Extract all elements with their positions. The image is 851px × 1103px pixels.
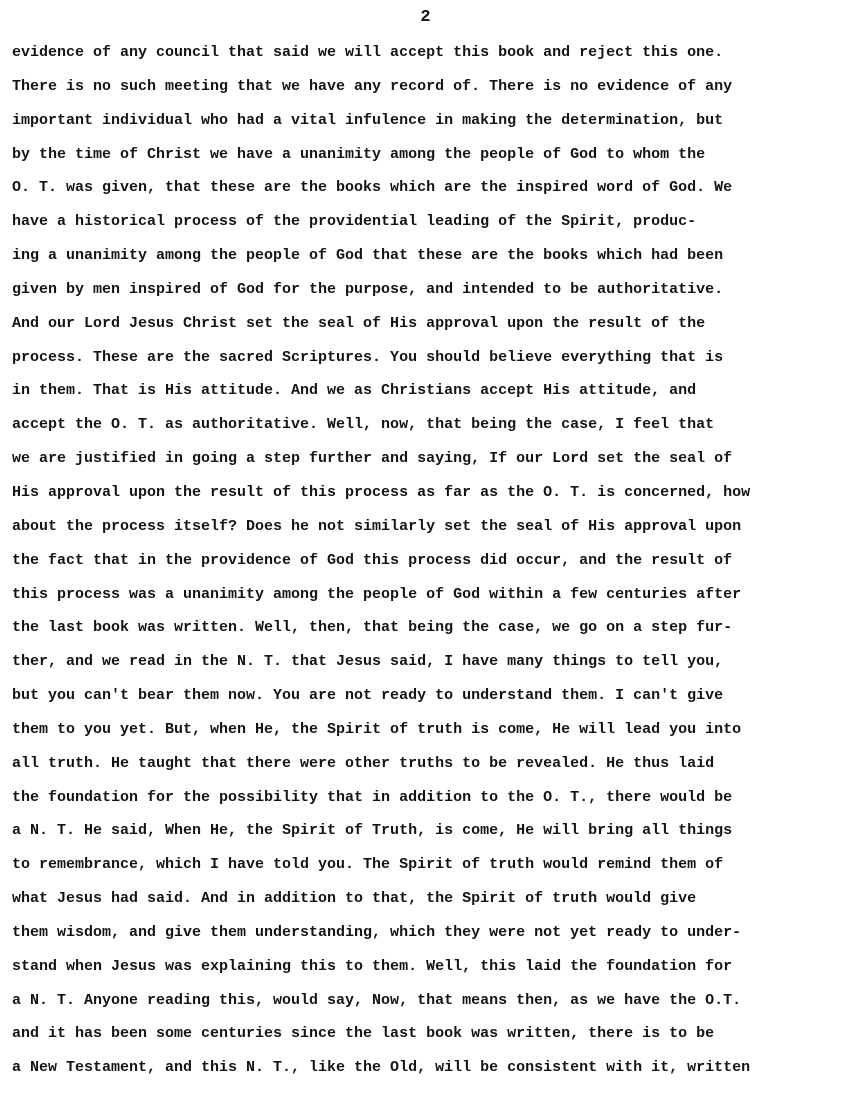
text-line: His approval upon the result of this process as far as the O. T. is concerned, how	[12, 483, 751, 501]
text-line: this process was a unanimity among the people of God within a few centuries after	[12, 585, 742, 603]
text-line: given by men inspired of God for the purpose, and intended to be authoritative.	[12, 280, 724, 298]
text-line: a N. T. Anyone reading this, would say, Now, that means then, as we have the O.T.	[12, 991, 742, 1009]
text-line: them wisdom, and give them understanding, which they were not yet ready to under-	[12, 923, 742, 941]
text-line: evidence of any council that said we will accept this book and reject this one.	[12, 44, 724, 61]
text-line: a New Testament, and this N. T., like the Old, will be consistent with it, written	[12, 1059, 751, 1077]
text-line: in them. That is His attitude. And we as Christians accept His attitude, and	[12, 382, 697, 400]
text-line: the fact that in the providence of God this process did occur, and the result of	[12, 551, 733, 569]
text-line: the foundation for the possibility that in addition to the O. T., there would be	[12, 788, 733, 806]
text-line: And our Lord Jesus Christ set the seal of His approval upon the result of the	[12, 314, 706, 332]
text-line: by the time of Christ we have a unanimity among the people of God to whom the	[12, 145, 706, 163]
text-line: all truth. He taught that there were other truths to be revealed. He thus laid	[12, 754, 715, 772]
text-line: we are justified in going a step further and saying, If our Lord set the seal of	[12, 450, 733, 468]
text-line: important individual who had a vital infulence in making the determination, but	[12, 111, 724, 129]
text-line: stand when Jesus was explaining this to them. Well, this laid the foundation for	[12, 957, 733, 975]
text-line: process. These are the sacred Scriptures. You should believe everything that is	[12, 348, 724, 366]
text-line: ing a unanimity among the people of God that these are the books which had been	[12, 247, 724, 265]
text-line: but you can't bear them now. You are not ready to understand them. I can't give	[12, 687, 724, 705]
text-line: have a historical process of the providential leading of the Spirit, produc-	[12, 213, 697, 231]
text-line: about the process itself? Does he not similarly set the seal of His approval upon	[12, 517, 742, 535]
text-line: There is no such meeting that we have any record of. There is no evidence of any	[12, 77, 733, 95]
text-line: ther, and we read in the N. T. that Jesus said, I have many things to tell you,	[12, 653, 724, 671]
text-line: them to you yet. But, when He, the Spirit of truth is come, He will lead you into	[12, 720, 742, 738]
page-number: 2	[420, 8, 431, 27]
text-line: O. T. was given, that these are the books which are the inspired word of God. We	[12, 179, 733, 197]
text-line: what Jesus had said. And in addition to that, the Spirit of truth would give	[12, 890, 697, 908]
document-body	[12, 46, 842, 1095]
text-line: a N. T. He said, When He, the Spirit of Truth, is come, He will bring all things	[12, 822, 733, 840]
text-line: and it has been some centuries since the last book was written, there is to be	[12, 1025, 715, 1043]
text-line: to remembrance, which I have told you. The Spirit of truth would remind them of	[12, 856, 724, 874]
text-line: the last book was written. Well, then, that being the case, we go on a step fur-	[12, 619, 733, 637]
text-line: accept the O. T. as authoritative. Well, now, that being the case, I feel that	[12, 416, 715, 434]
